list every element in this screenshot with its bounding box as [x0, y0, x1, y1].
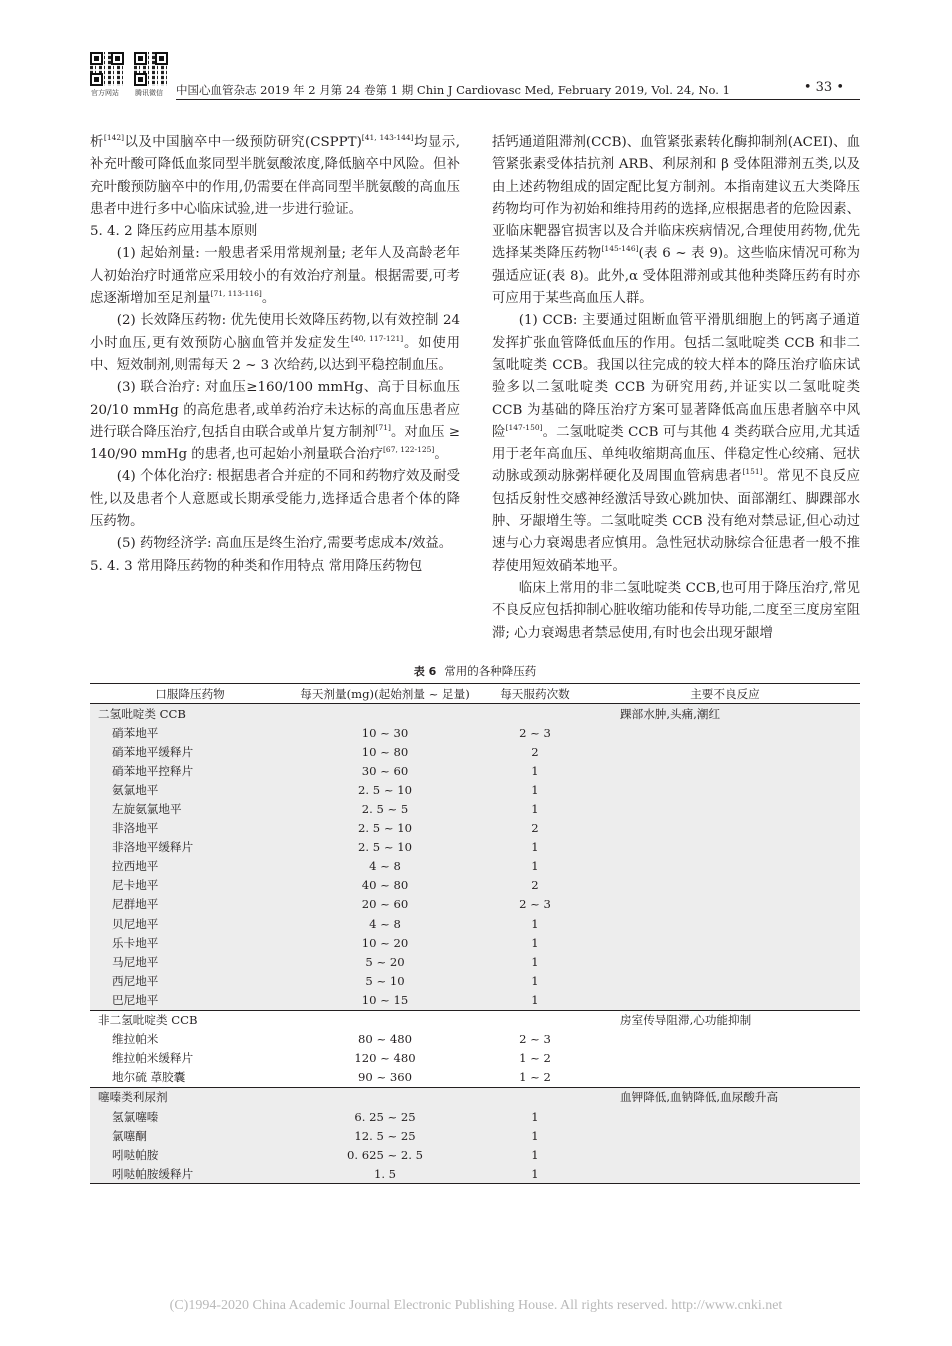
- daily-frequency: 1: [480, 1164, 590, 1184]
- daily-frequency: 1: [480, 933, 590, 952]
- drug-table: [90, 683, 860, 1184]
- journal-citation: 中国心血管杂志 2019 年 2 月第 24 卷第 1 期 Chin J Cardiovasc Med, February 2019, Vol. 24, No. 1: [176, 83, 730, 97]
- text-run: 括钙通道阻滞剂(CCB)、血管紧张素转化酶抑制剂(ACEI)、血管紧张素受体拮抗剂 ARB、利尿剂和 β 受体阻滞剂五类,以及由上述药物组成的固定配比复方制剂。本指南建议五大类降压药物均可作为初始和维持用药的选择,应根据患者的危险因素、亚临床靶器官损害以及合并临床疾病情况,合理使用药物,优先选择某类降压药物: [492, 135, 860, 262]
- text-run: (表 6 ~ 表 9)。这些临床情况可称为强适应证(表 8)。此外,α 受体阻滞剂或其他种类降压药有时亦可应用于某些高血压人群。: [492, 246, 860, 307]
- dose-cell: [290, 704, 480, 724]
- paragraph: [90, 533, 460, 555]
- adverse-effects-empty: [590, 780, 860, 799]
- daily-frequency: 2: [480, 876, 590, 895]
- daily-frequency: 1: [480, 1126, 590, 1145]
- table-row: [90, 895, 860, 914]
- daily-frequency: 1: [480, 761, 590, 780]
- drug-name: 非洛地平缓释片: [90, 838, 290, 857]
- daily-dose: 10 ~ 30: [290, 723, 480, 742]
- daily-frequency: 2 ~ 3: [480, 895, 590, 914]
- section-heading: [90, 556, 460, 578]
- paragraph: [90, 310, 460, 377]
- daily-dose: 5 ~ 10: [290, 971, 480, 990]
- table-row: [90, 1030, 860, 1049]
- citation-ref: [151]: [742, 467, 763, 477]
- adverse-effects-empty: [590, 799, 860, 818]
- citation-ref: [41, 143-144]: [361, 133, 414, 142]
- daily-dose: 10 ~ 20: [290, 933, 480, 952]
- daily-dose: 10 ~ 15: [290, 990, 480, 1010]
- adverse-effects-empty: [590, 761, 860, 780]
- qr-code-website: [90, 52, 124, 86]
- daily-frequency: 1: [480, 857, 590, 876]
- daily-dose: 2. 5 ~ 5: [290, 799, 480, 818]
- daily-dose: 5 ~ 20: [290, 952, 480, 971]
- drug-name: 氯噻酮: [90, 1126, 290, 1145]
- drug-class-name: 非二氢吡啶类 CCB: [90, 1010, 290, 1030]
- daily-frequency: 1: [480, 838, 590, 857]
- table-row: [90, 742, 860, 761]
- drug-class-row: [90, 704, 860, 724]
- text-run: (5) 药物经济学: 高血压是终生治疗,需要考虑成本/效益。: [116, 536, 453, 552]
- paragraph: [90, 243, 460, 310]
- adverse-effects-empty: [590, 1164, 860, 1184]
- adverse-effects-empty: [590, 723, 860, 742]
- daily-frequency: 1 ~ 2: [519, 1051, 551, 1066]
- citation-ref: [67, 122-125]: [383, 445, 435, 455]
- citation-ref: [145-146]: [601, 244, 639, 254]
- table-row: [90, 838, 860, 857]
- drug-name: 维拉帕米: [112, 1032, 159, 1047]
- table-row: [90, 1068, 860, 1088]
- frequency-cell: [480, 1087, 590, 1107]
- daily-frequency: 1: [480, 1145, 590, 1164]
- daily-dose: 1. 5: [290, 1164, 480, 1184]
- adverse-effects-empty: [590, 838, 860, 857]
- daily-dose: 4 ~ 8: [290, 914, 480, 933]
- qr-code-wechat: [134, 52, 168, 86]
- text-run: 均显示,补充叶酸可降低血浆同型半胱氨酸浓度,降低脑卒中风险。但补充叶酸预防脑卒中的作用,仍需要在伴高同型半胱氨酸的高血压患者中进行多中心临床试验,进一步进行验证。: [90, 135, 461, 217]
- text-run: (1) CCB: 主要通过阻断血管平滑肌细胞上的钙离子通道发挥扩张血管降低血压的作用。包括二氢吡啶类 CCB 和非二氢吡啶类 CCB。我国以往完成的较大样本的降压治疗临床试验多以二氢吡啶类 CCB 为研究用药,并证实以二氢吡啶类 CCB 为基础的降压治疗方案可显著降低高血压患者脑卒中风险: [492, 313, 860, 440]
- table-row: [90, 1145, 860, 1164]
- col-header-drug: 口服降压药物: [90, 684, 290, 704]
- drug-name: 硝苯地平: [90, 723, 290, 742]
- table-row: [90, 990, 860, 1010]
- drug-class-row: [90, 1087, 860, 1107]
- daily-frequency: 1: [480, 971, 590, 990]
- drug-name: 吲哒帕胺: [90, 1145, 290, 1164]
- drug-name: 硝苯地平控释片: [90, 761, 290, 780]
- daily-dose: 2. 5 ~ 10: [290, 838, 480, 857]
- copyright-footer: (C)1994-2020 China Academic Journal Electronic Publishing House. All rights reserved. http://www.cnki.net: [169, 1298, 783, 1313]
- daily-dose: 0. 625 ~ 2. 5: [290, 1145, 480, 1164]
- text-run: 临床上常用的非二氢吡啶类 CCB,也可用于降压治疗,常见不良反应包括抑制心脏收缩功能和传导功能,二度至三度房室阻滞; 心力衰竭患者禁忌使用,有时也会出现牙龈增: [492, 580, 860, 641]
- table-row: [90, 819, 860, 838]
- daily-frequency: 1: [480, 990, 590, 1010]
- table-row: [90, 723, 860, 742]
- table-row: [90, 761, 860, 780]
- table-row: [90, 876, 860, 895]
- paragraph: [90, 466, 460, 533]
- page-header: [0, 0, 952, 110]
- adverse-effects-empty: [590, 1068, 860, 1088]
- text-run: (2) 长效降压药物: 优先使用长效降压药物,以有效控制 24 小时血压,更有效预防心脑血管并发症发生: [90, 313, 460, 351]
- drug-name: 贝尼地平: [90, 914, 290, 933]
- drug-name: 地尔硫 䓬胶囊: [112, 1070, 186, 1085]
- adverse-effects-empty: [590, 819, 860, 838]
- table-row: [90, 799, 860, 818]
- col-header-adverse: 主要不良反应: [590, 684, 860, 704]
- daily-frequency: 2: [480, 819, 590, 838]
- adverse-effects-empty: [590, 914, 860, 933]
- drug-name: 非洛地平: [90, 819, 290, 838]
- table-row: [90, 971, 860, 990]
- adverse-effects-empty: [590, 1049, 860, 1068]
- adverse-effects: 踝部水肿,头痛,潮红: [590, 704, 860, 724]
- drug-name: 左旋氨氯地平: [90, 799, 290, 818]
- text-run: (3) 联合治疗: 对血压≥160/100 mmHg、高于目标血压 20/10 mmHg 的高危患者,或单药治疗未达标的高血压患者应进行联合降压治疗,包括自由联合或单片复方制剂: [90, 380, 460, 440]
- adverse-effects-empty: [590, 971, 860, 990]
- header-rule: [176, 99, 860, 100]
- text-run: 5. 4. 2 降压药应用基本原则: [90, 224, 258, 240]
- drug-name: 吲哒帕胺缓释片: [90, 1164, 290, 1184]
- daily-frequency: 1 ~ 2: [519, 1070, 551, 1085]
- dose-cell: [290, 1087, 480, 1107]
- section-heading: [90, 221, 460, 243]
- adverse-effects-empty: [590, 933, 860, 952]
- drug-name: 马尼地平: [90, 952, 290, 971]
- citation-ref: [71, 113-116]: [210, 289, 262, 299]
- text-run: 。: [261, 291, 276, 307]
- drug-name: 氢氯噻嗪: [90, 1107, 290, 1126]
- table-label: 表 6: [413, 665, 437, 678]
- adverse-effects-empty: [590, 990, 860, 1010]
- text-run: 析: [90, 135, 104, 150]
- citation-ref: [142]: [103, 133, 125, 142]
- daily-dose: 120 ~ 480: [354, 1051, 416, 1066]
- table-row: [90, 1107, 860, 1126]
- table-row: [90, 857, 860, 876]
- table-row: [90, 1164, 860, 1184]
- paragraph: [492, 132, 860, 310]
- adverse-effects-empty: [590, 857, 860, 876]
- table-row: [90, 1126, 860, 1145]
- drug-class-name: 二氢吡啶类 CCB: [90, 704, 290, 724]
- daily-dose: 4 ~ 8: [290, 857, 480, 876]
- table-title: 常用的各种降压药: [444, 664, 537, 678]
- frequency-cell: [480, 1010, 590, 1030]
- text-run: 。二氢吡啶类 CCB 可与其他 4 类药联合应用,尤其适用于老年高血压、单纯收缩期高血压、伴稳定性心绞痛、冠状动脉或颈动脉粥样硬化及周围血管病患者: [492, 424, 860, 485]
- col-header-frequency: 每天服药次数: [480, 684, 590, 704]
- daily-dose: 80 ~ 480: [358, 1032, 412, 1047]
- table-row: [90, 952, 860, 971]
- daily-dose: 12. 5 ~ 25: [290, 1126, 480, 1145]
- drug-name: 尼卡地平: [90, 876, 290, 895]
- daily-dose: 2. 5 ~ 10: [290, 780, 480, 799]
- daily-frequency: 1: [480, 799, 590, 818]
- drug-name: 乐卡地平: [90, 933, 290, 952]
- drug-name: 硝苯地平缓释片: [90, 742, 290, 761]
- paragraph: [492, 578, 860, 645]
- adverse-effects-empty: [590, 1030, 860, 1049]
- daily-dose: 10 ~ 80: [290, 742, 480, 761]
- adverse-effects-empty: [590, 895, 860, 914]
- table-row: [90, 780, 860, 799]
- adverse-effects: 房室传导阻滞,心功能抑制: [590, 1010, 860, 1030]
- text-run: 。如使用中、短效制剂,则需每天 2 ~ 3 次给药,以达到平稳控制血压。: [90, 335, 461, 373]
- text-run: 以及中国脑卒中一级预防研究(CSPPT): [124, 135, 362, 150]
- drug-class-row: [90, 1010, 860, 1030]
- daily-frequency: 2 ~ 3: [519, 1032, 551, 1047]
- text-run: 。常见不良反应包括反射性交感神经激活导致心跳加快、面部潮红、脚踝部水肿、牙龈增生等。二氢吡啶类 CCB 没有绝对禁忌证,但心动过速与心力衰竭患者应慎用。急性冠状动脉综合征患者一般不推荐使用短效硝苯地平。: [492, 469, 861, 574]
- drug-class-name: 噻嗪类利尿剂: [90, 1087, 290, 1107]
- col-header-dose: 每天剂量(mg)(起始剂量 ~ 足量): [290, 684, 480, 704]
- text-run: (4) 个体化治疗: 根据患者合并症的不同和药物疗效及耐受性,以及患者个人意愿或长期承受能力,选择适合患者个体的降压药物。: [90, 469, 460, 530]
- text-run: (1) 起始剂量: 一般患者采用常规剂量; 老年人及高龄老年人初始治疗时通常应采用较小的有效治疗剂量。根据需要,可考虑逐渐增加至足剂量: [90, 246, 460, 307]
- daily-dose: 2. 5 ~ 10: [290, 819, 480, 838]
- drug-name: 巴尼地平: [90, 990, 290, 1010]
- qr-label-wechat: 腾讯微信: [135, 89, 163, 97]
- text-run: 。对血压 ≥ 140/90 mmHg 的患者,也可起始小剂量联合治疗: [90, 424, 460, 463]
- drug-name: 氨氯地平: [90, 780, 290, 799]
- table-row: [90, 1049, 860, 1068]
- daily-frequency: 2: [480, 742, 590, 761]
- daily-dose: 20 ~ 60: [290, 895, 480, 914]
- frequency-cell: [480, 704, 590, 724]
- adverse-effects-empty: [590, 1126, 860, 1145]
- citation-ref: [147-150]: [505, 422, 543, 432]
- daily-frequency: 1: [480, 780, 590, 799]
- left-column: [90, 132, 460, 578]
- table-row: [90, 914, 860, 933]
- daily-frequency: 1: [480, 914, 590, 933]
- adverse-effects-empty: [590, 876, 860, 895]
- text-run: 5. 4. 3 常用降压药物的种类和作用特点 常用降压药物包: [90, 558, 423, 574]
- right-column: [492, 132, 860, 645]
- text-run: 。: [434, 447, 448, 463]
- adverse-effects-empty: [590, 1107, 860, 1126]
- drug-name: 拉西地平: [90, 857, 290, 876]
- table-row: [90, 933, 860, 952]
- paragraph: [90, 132, 460, 221]
- adverse-effects: 血钾降低,血钠降低,血尿酸升高: [590, 1087, 860, 1107]
- daily-dose: 30 ~ 60: [290, 761, 480, 780]
- drug-name: 西尼地平: [90, 971, 290, 990]
- daily-dose: 6. 25 ~ 25: [290, 1107, 480, 1126]
- adverse-effects-empty: [590, 1145, 860, 1164]
- table-caption: [90, 663, 860, 679]
- adverse-effects-empty: [590, 742, 860, 761]
- drug-name: 尼群地平: [90, 895, 290, 914]
- citation-ref: [40, 117-121]: [350, 333, 404, 343]
- daily-frequency: 1: [480, 952, 590, 971]
- qr-label-website: 官方网站: [91, 89, 119, 97]
- paragraph: [492, 310, 860, 578]
- dose-cell: [290, 1010, 480, 1030]
- paragraph: [90, 377, 460, 466]
- daily-dose: 40 ~ 80: [290, 876, 480, 895]
- citation-ref: [71]: [375, 422, 391, 432]
- daily-frequency: 2 ~ 3: [480, 723, 590, 742]
- table-header-row: [90, 684, 860, 704]
- daily-dose: 90 ~ 360: [358, 1070, 412, 1085]
- daily-frequency: 1: [480, 1107, 590, 1126]
- page-number: • 33 •: [803, 80, 844, 95]
- adverse-effects-empty: [590, 952, 860, 971]
- drug-name: 维拉帕米缓释片: [112, 1051, 194, 1066]
